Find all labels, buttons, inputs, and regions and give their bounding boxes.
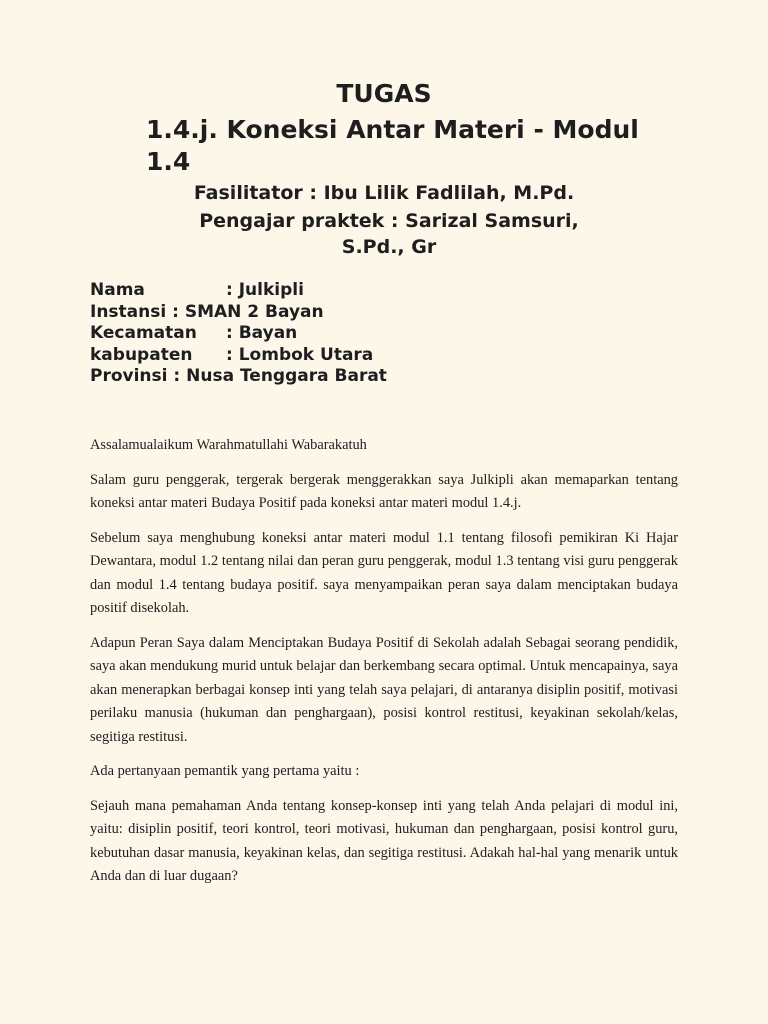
paragraph-role: Adapun Peran Saya dalam Menciptakan Budaya Positif di Sekolah adalah Sebagai seorang pendidik, saya akan mendukung murid untuk belajar dan berkembang secara optimal. Untuk mencapainya, saya akan menerapkan berbagai konsep inti yang telah saya pelajari, di antaranya disiplin positif, motivasi perilaku manusia (hukuman dan penghargaan), posisi kontrol restitusi, keyakinan sekolah/kelas, segitiga restitusi. [90,634,678,745]
kabupaten-label: kabupaten [90,344,193,365]
nama-label: Nama [90,280,145,300]
paragraph-intro: Salam guru penggerak, tergerak bergerak menggerakkan saya Julkipli akan memaparkan tentang koneksi antar materi Budaya Positif pada koneksi antar materi modul 1.4.j. [90,471,678,511]
kecamatan-value: : Bayan [226,323,298,343]
identity-row-kabupaten [90,345,387,367]
paragraph-question: Sejauh mana pemahaman Anda tentang konsep-konsep inti yang telah Anda pelajari di modul ini, yaitu: disiplin positif, teori kontrol, teori motivasi, hukuman dan penghargaan, posisi kontrol guru, kebutuhan dasar manusia, keyakinan kelas, dan segitiga restitusi. Adakah hal-hal yang menarik untuk Anda dan di luar dugaan? [90,797,678,884]
identity-block [90,280,387,388]
paragraph-question-intro: Ada pertanyaan pemantik yang pertama yaitu : [90,763,360,779]
identity-row-kecamatan [90,323,387,345]
provinsi-label: Provinsi [90,366,168,386]
fasilitator-line: Fasilitator : Ibu Lilik Fadlilah, M.Pd. [193,182,575,204]
document-body [90,434,678,900]
instansi-label: Instansi [90,301,167,322]
instansi-value: : SMAN 2 Bayan [166,301,324,322]
nama-value: : Julkipli [226,280,304,300]
identity-row-nama [90,280,387,302]
provinsi-value: : Nusa Tenggara Barat [167,366,387,386]
paragraph-greeting: Assalamualaikum Warahmatullahi Wabarakatuh [90,437,367,453]
pengajar-line: Pengajar praktek : Sarizal Samsuri, S.Pd., Gr [199,210,579,258]
kecamatan-label: Kecamatan [90,323,197,343]
kabupaten-value: : Lombok Utara [226,344,374,365]
title-module: 1.4.j. Koneksi Antar Materi - Modul 1.4 [146,115,639,176]
title-tugas: TUGAS [336,79,432,108]
identity-row-provinsi [90,366,387,388]
identity-row-instansi [90,302,387,324]
paragraph-connection: Sebelum saya menghubung koneksi antar materi modul 1.1 tentang filosofi pemikiran Ki Hajar Dewantara, modul 1.2 tentang nilai dan peran guru penggerak, modul 1.3 tentang visi guru penggerak dan modul 1.4 tentang budaya positif. saya menyampaikan peran saya dalam menciptakan budaya positif disekolah. [90,529,678,616]
